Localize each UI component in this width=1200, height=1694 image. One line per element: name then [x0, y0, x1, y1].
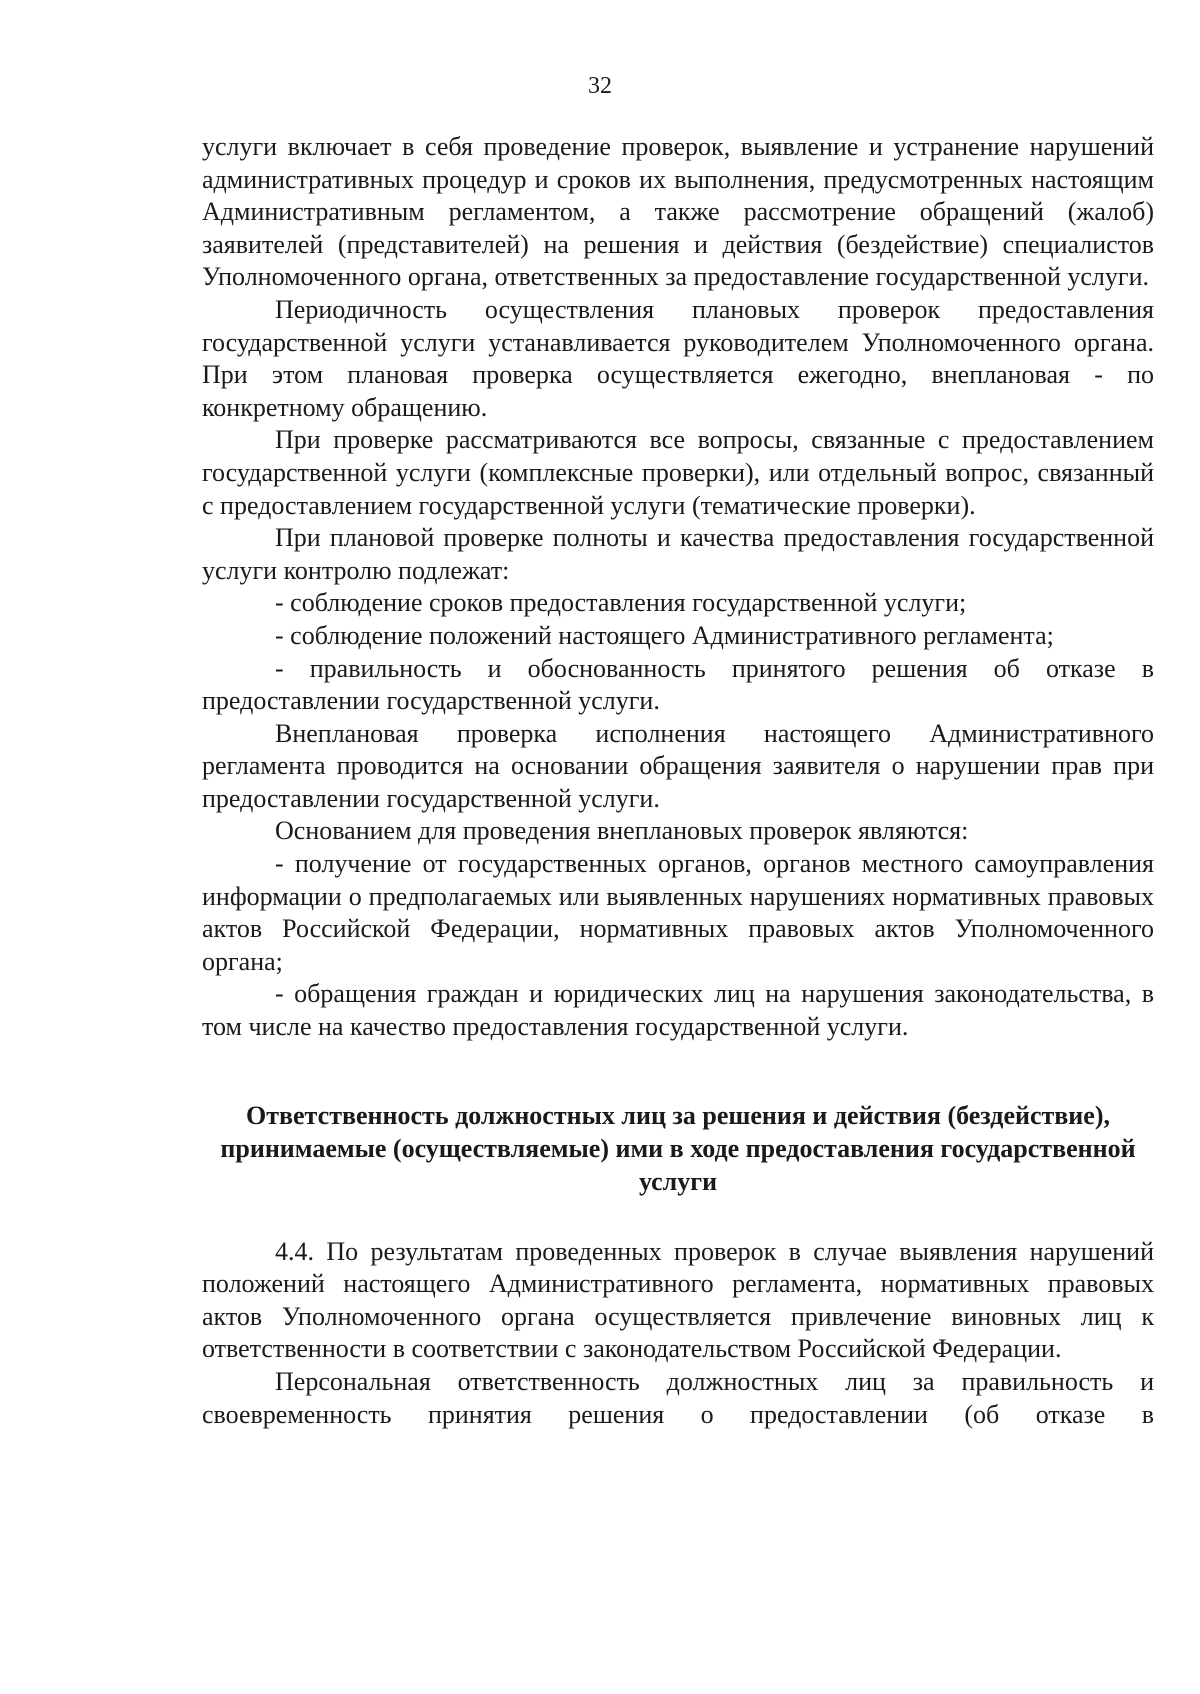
paragraph-planned-inspection: При плановой проверке полноты и качества предоставления государственной услуги контролю подлежат:: [202, 523, 1154, 585]
list-item-deadlines: - соблюдение сроков предоставления государственной услуги;: [275, 588, 967, 618]
list-item-authority-information: - получение от государственных органов, органов местного самоуправления информации о предполагаемых или выявленных нарушениях нормативных правовых актов Российской Федерации, нормативных правовых актов Уполномоченного органа;: [202, 849, 1154, 976]
section-heading: Ответственность должностных лиц за решения и действия (бездействие), принимаемые (осуществляемые) ими в ходе предоставления государственной услуги: [220, 1100, 1136, 1196]
paragraph-liability-4-4: 4.4. По результатам проведенных проверок в случае выявления нарушений положений настоящего Административного регламента, нормативных правовых актов Уполномоченного органа осуществляется привлечение виновных лиц к ответственности в соответствии с законодательством Российской Федерации.: [202, 1236, 1154, 1364]
paragraph-control-scope: услуги включает в себя проведение проверок, выявление и устранение нарушений административных процедур и сроков их выполнения, предусмотренных настоящим Административным регламентом, а также рассмотрение обращений (жалоб) заявителей (представителей) на решения и действия (бездействие) специалистов Уполномоченного органа, ответственных за предоставление государственной услуги.: [202, 132, 1154, 292]
list-item-citizen-appeals: - обращения граждан и юридических лиц на нарушения законодательства, в том числе на качество предоставления государственной услуги.: [202, 979, 1154, 1042]
paragraph-inspection-frequency: Периодичность осуществления плановых проверок предоставления государственной услуги устанавливается руководителем Уполномоченного органа. При этом плановая проверка осуществляется ежегодно, внеплановая - по конкретному обращению.: [202, 294, 1154, 422]
list-item-refusal-validity: - правильность и обоснованность принятого решения об отказе в предоставлении государственной услуги.: [202, 653, 1154, 716]
page-number: 32: [588, 73, 612, 99]
paragraph-unplanned-inspection: Внеплановая проверка исполнения настоящего Административного регламента проводится на основании обращения заявителя о нарушении прав при предоставлении государственной услуги.: [202, 718, 1154, 813]
document-body: [202, 131, 1154, 1431]
paragraph-inspection-types: При проверке рассматриваются все вопросы, связанные с предоставлением государственной услуги (комплексные проверки), или отдельный вопрос, связанный с предоставлением государственной услуги (тематические проверки).: [202, 425, 1154, 520]
paragraph-personal-responsibility: Персональная ответственность должностных лиц за правильность и своевременность принятия решения о предоставлении (об отказе в: [202, 1367, 1154, 1429]
paragraph-unplanned-grounds: Основанием для проведения внеплановых проверок являются:: [275, 816, 969, 846]
list-item-regulation-compliance: - соблюдение положений настоящего Административного регламента;: [275, 620, 1054, 650]
